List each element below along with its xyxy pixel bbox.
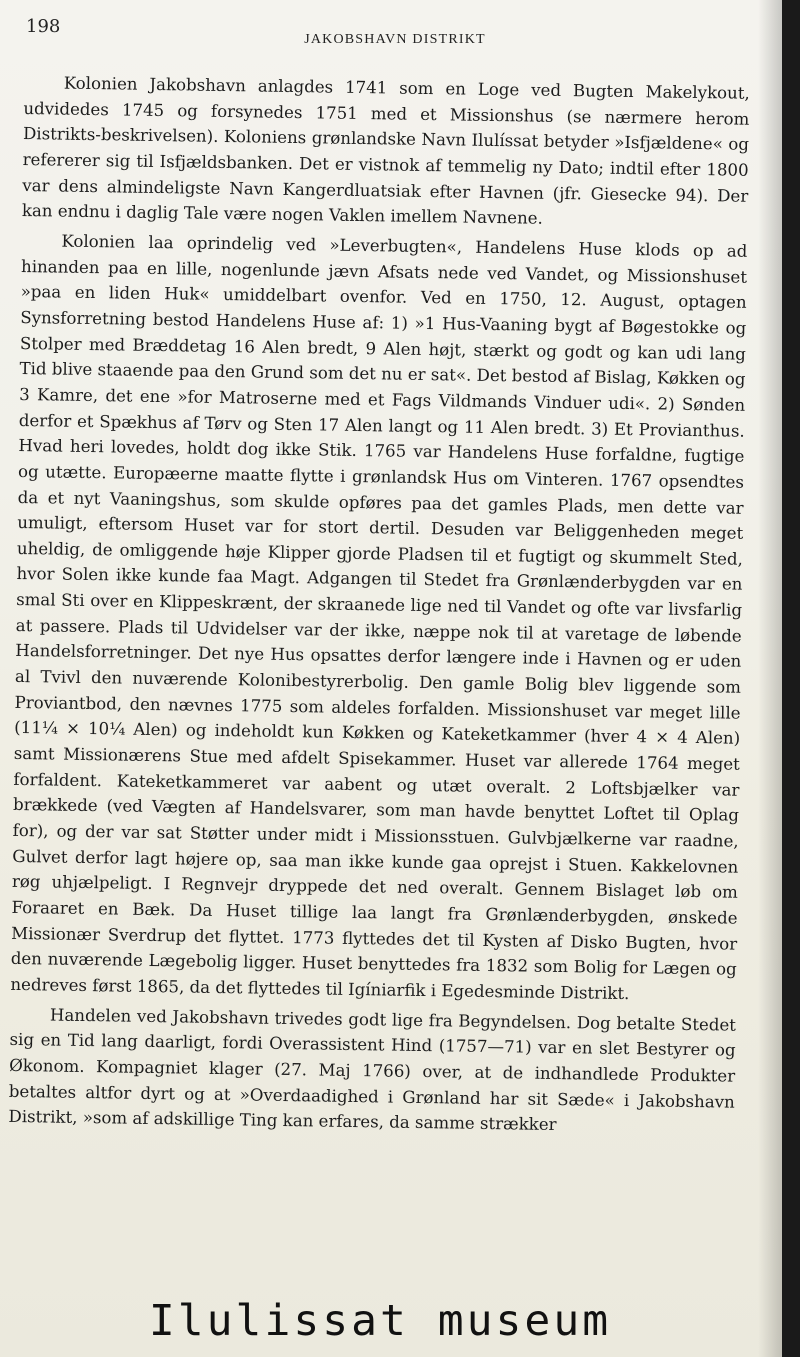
paragraph: Kolonien laa oprindelig ved »Leverbugten«, Handelens Huse klods op ad hinanden paa en lille, nogenlunde jævn Afsats nede ved Vandet, og Missionshuset »paa en liden Huk« umiddelbart ovenfor. Ved en 1750, 12. August, optagen Synsforretning bestod Handelens Huse af: 1) »1 Hus-Vaaning bygt af Bøgestokke og Stolper med Bræddetag 16 Alen bredt, 9 Alen højt, stærkt og godt og kan udi lang Tid blive staaende paa den Grund som det nu er sat«. Det bestod af Bislag, Køkken og 3 Kamre, det ene »for Matroserne med et Fags Vildmands Vinduer udi«. 2) Sønden derfor et Spækhus af Tørv og Sten 17 Alen langt og 11 Alen bredt. 3) Et Provianthus. Hvad heri lovedes, holdt dog ikke Stik. 1765 var Handelens Huse forfaldne, fugtige og utætte. Europæerne maatte flytte i grønlandsk Hus om Vinteren. 1767 opsendtes da et nyt Vaaningshus, som skulde opføres paa det gamles Plads, men dette var umuligt, eftersom Huset var for stort dertil. Desuden var Beliggenheden meget uheldig, de omliggende høje Klipper gjorde Pladsen til et fugtigt og skummelt Sted, hvor Solen ikke kunde faa Magt. Adgangen til Stedet fra Grønlænderbygden var en smal Sti over en Klippeskrænt, der skraanede lige ned til Vandet og ofte var livsfarlig at passere. Plads til Udvidelser var der ikke, næppe nok til at varetage de løbende Handelsforretninger. Det nye Hus opsattes derfor længere inde i Havnen og er uden al Tvivl den nuværende Kolonibestyrerbolig. Den gamle Bolig blev liggende som Proviantbod, den nævnes 1775 som aldeles forfalden. Missionshuset var meget lille (11¼ × 10¼ Alen) og indeholdt kun Køkken og Kateketkammer (hver 4 × 4 Alen) samt Missionærens Stue med afdelt Spisekammer. Huset var allerede 1764 meget forfaldent. Kateketkammeret var aabent og utæt overalt. 2 Loftsbjælker var brækkede (ved Vægten af Handelsvarer, som man havde benyttet Loftet til Oplag for), og der var sat Støtter under midt i Missionsstuen. Gulvbjælkerne var raadne, Gulvet derfor lagt højere op, saa man ikke kunde gaa oprejst i Stuen. Kakkelovnen røg uhjælpeligt. I Regnvejr dryppede det ned overalt. Gennem Bislaget løb om Foraaret en Bæk. Da Huset tillige laa langt fra Grønlænderbygden, ønskede Missionær Sverdrup det flyttet. 1773 flyttedes det til Kysten af Disko Bugten, hvor den nuværende Lægebolig ligger. Huset benyttedes fra 1832 som Bolig for Lægen og nedreves først 1865, da det flyttedes til Igíniarfik i Egedesminde Distrikt. <box>10 231 748 1004</box>
paragraph: Handelen ved Jakobshavn trivedes godt lige fra Begyndelsen. Dog betalte Stedet sig en Tid lang daarligt, fordi Overassistent Hind (1757—71) var en slet Bestyrer og Økonom. Kompagniet klager (27. Maj 1766) over, at de indhandlede Produkter betaltes altfor dyrt og at »Overdaadighed i Grønland har sit Sæde« i Jakobshavn Distrikt, »som af adskillige Ting kan erfares, da samme strækker <box>8 1005 737 1135</box>
body-text <box>8 70 750 1145</box>
photo-caption: Ilulissat museum <box>148 1296 612 1346</box>
page-number: 198 <box>26 16 61 37</box>
running-head: JAKOBSHAVN DISTRIKT <box>304 32 486 47</box>
paragraph: Kolonien Jakobshavn anlagdes 1741 som en Loge ved Bugten Makelykout, udvidedes 1745 og forsynedes 1751 med et Missionshus (se nærmere herom Distrikts-beskrivelsen). Koloniens grønlandske Navn Ilulíssat betyder »Isfjældene« og refererer sig til Isfjældsbanken. Det er vistnok af temmelig ny Dato; indtil efter 1800 var dens almindeligste Navn Kangerdluatsiak efter Havnen (jfr. Giesecke 94). Der kan endnu i daglig Tale være nogen Vaklen imellem Navnene. <box>21 73 750 228</box>
